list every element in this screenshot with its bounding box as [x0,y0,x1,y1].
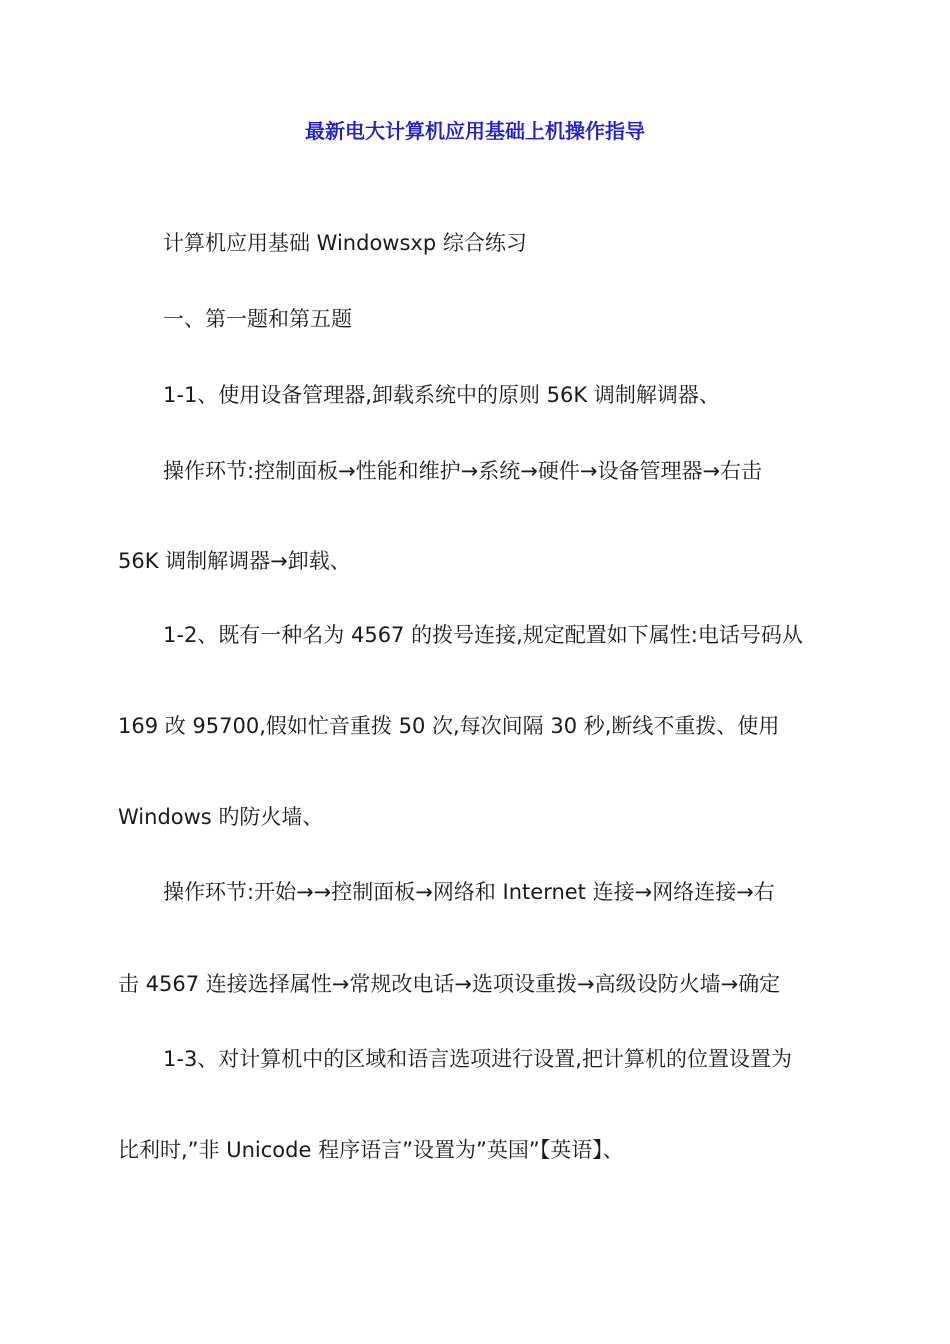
steps-1-2-line-1: 操作环节:开始→→控制面板→网络和 Internet 连接→网络连接→右 [163,880,775,904]
document-title: 最新电大计算机应用基础上机操作指导 [305,119,645,143]
steps-1-1-line-2: 56K 调制解调器→卸载、 [118,549,351,573]
question-group-heading: 一、第一题和第五题 [163,307,352,331]
question-1-1: 1-1、使用设备管理器,卸载系统中的原则 56K 调制解调器、 [163,383,720,407]
question-1-2-line-2: 169 改 95700,假如忙音重拨 50 次,每次间隔 30 秒,断线不重拨、使用 [118,714,780,738]
steps-1-1-line-1: 操作环节:控制面板→性能和维护→系统→硬件→设备管理器→右击 [163,459,763,483]
question-1-3-line-1: 1-3、对计算机中的区域和语言选项进行设置,把计算机的位置设置为 [163,1047,792,1071]
question-1-2-line-1: 1-2、既有一种名为 4567 的拨号连接,规定配置如下属性:电话号码从 [163,623,803,647]
section-heading: 计算机应用基础 Windowsxp 综合练习 [163,231,527,255]
steps-1-2-line-2: 击 4567 连接选择属性→常规改电话→选项设重拨→高级设防火墙→确定 [118,972,781,996]
question-1-2-line-3: Windows 旳防火墙、 [118,805,324,829]
question-1-3-line-2: 比利时,”非 Unicode 程序语言”设置为”英国”【英语】、 [118,1138,624,1162]
